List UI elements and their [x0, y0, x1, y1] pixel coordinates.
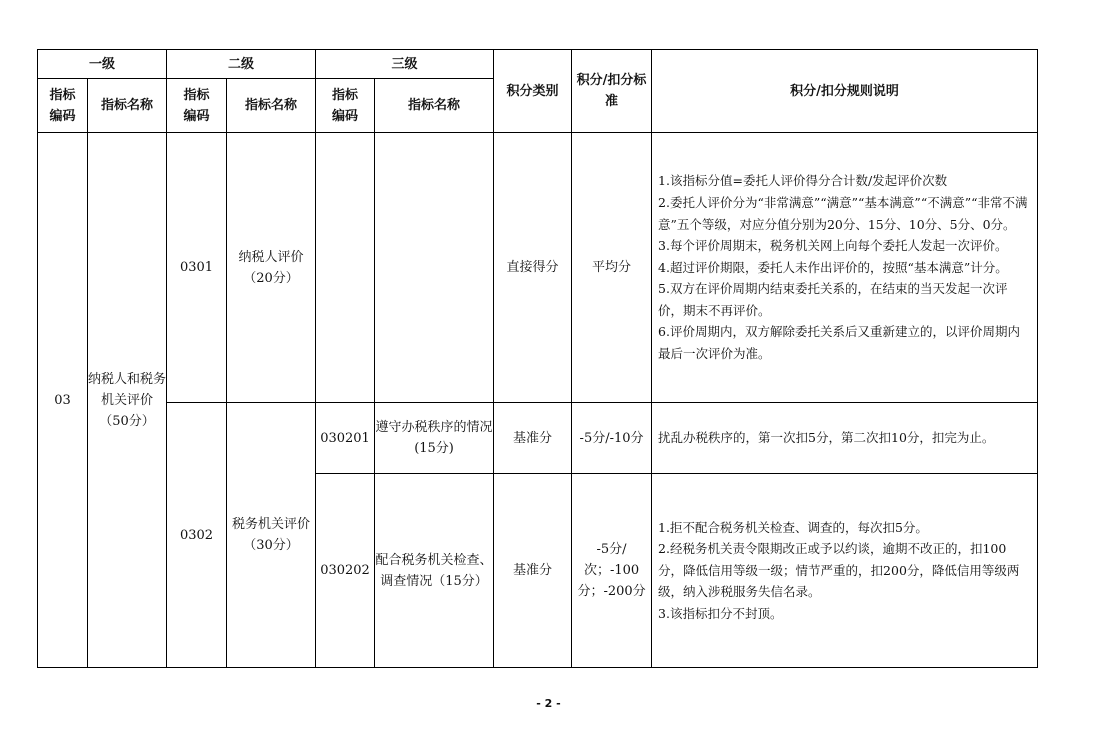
header-l1-code: 指标 编码 [38, 79, 88, 133]
l2-code: 0301 [167, 133, 227, 403]
table-row [38, 403, 1038, 474]
header-l2-name: 指标名称 [227, 79, 316, 133]
header-row-levels [38, 50, 1038, 79]
table-row [38, 133, 1038, 403]
standard: 平均分 [572, 133, 652, 403]
category: 直接得分 [494, 133, 572, 403]
header-level2: 二级 [167, 50, 316, 79]
page-number: - 2 - [536, 697, 561, 710]
category: 基准分 [494, 403, 572, 474]
header-level3: 三级 [316, 50, 494, 79]
l3-code: 030201 [316, 403, 375, 474]
l2-name: 纳税人评价（20分） [227, 133, 316, 403]
rule-line: 1.该指标分值=委托人评价得分合计数/发起评价次数 [658, 173, 948, 189]
l3-name-empty [375, 133, 494, 403]
rule-line: 2.委托人评价分为“非常满意”“满意”“基本满意”“不满意”“非常不满意”五个等级，对应分值分别为20分、15分、10分、5分、0分。 [658, 194, 1028, 232]
rule-line: 扰乱办税秩序的，第一次扣5分，第二次扣10分，扣完为止。 [658, 430, 995, 446]
l3-name: 配合税务机关检查、调查情况（15分） [375, 474, 494, 668]
rule-line: 6.评价周期内，双方解除委托关系后又重新建立的，以评价周期内最后一次评价为准。 [658, 324, 1020, 362]
standard: -5分/-10分 [572, 403, 652, 474]
header-l3-code: 指标 编码 [316, 79, 375, 133]
l1-name: 纳税人和税务机关评价（50分） [88, 133, 167, 668]
l2-name: 税务机关评价（30分） [227, 403, 316, 668]
rule-line: 3.该指标扣分不封顶。 [658, 605, 783, 621]
rule-line: 5.双方在评价周期内结束委托关系的，在结束的当天发起一次评价，期末不再评价。 [658, 281, 1008, 318]
category: 基准分 [494, 474, 572, 668]
l3-name: 遵守办税秩序的情况(15分) [375, 403, 494, 474]
standard: -5分/次；-100分；-200分 [572, 474, 652, 668]
header-l3-name: 指标名称 [375, 79, 494, 133]
rule-line: 1.拒不配合税务机关检查、调查的，每次扣5分。 [658, 519, 928, 535]
rules-cell [652, 133, 1038, 403]
rule-line: 3.每个评价周期末，税务机关网上向每个委托人发起一次评价。 [658, 238, 1008, 254]
l2-code: 0302 [167, 403, 227, 668]
rules-cell [652, 403, 1038, 474]
header-standard: 积分/扣分标准 [572, 50, 652, 133]
header-l2-code: 指标 编码 [167, 79, 227, 133]
rule-line: 4.超过评价期限，委托人未作出评价的，按照“基本满意”计分。 [658, 259, 1008, 275]
header-rules: 积分/扣分规则说明 [652, 50, 1038, 133]
l3-code: 030202 [316, 474, 375, 668]
rule-line: 2.经税务机关责令限期改正或予以约谈，逾期不改正的，扣100分，降低信用等级一级；情节严重的，扣200分，降低信用等级两级，纳入涉税服务失信名录。 [658, 541, 1020, 600]
l3-code-empty [316, 133, 375, 403]
header-category: 积分类别 [494, 50, 572, 133]
evaluation-table [37, 49, 1038, 668]
l1-code: 03 [38, 133, 88, 668]
rules-cell [652, 474, 1038, 668]
header-l1-name: 指标名称 [88, 79, 167, 133]
header-level1: 一级 [38, 50, 167, 79]
